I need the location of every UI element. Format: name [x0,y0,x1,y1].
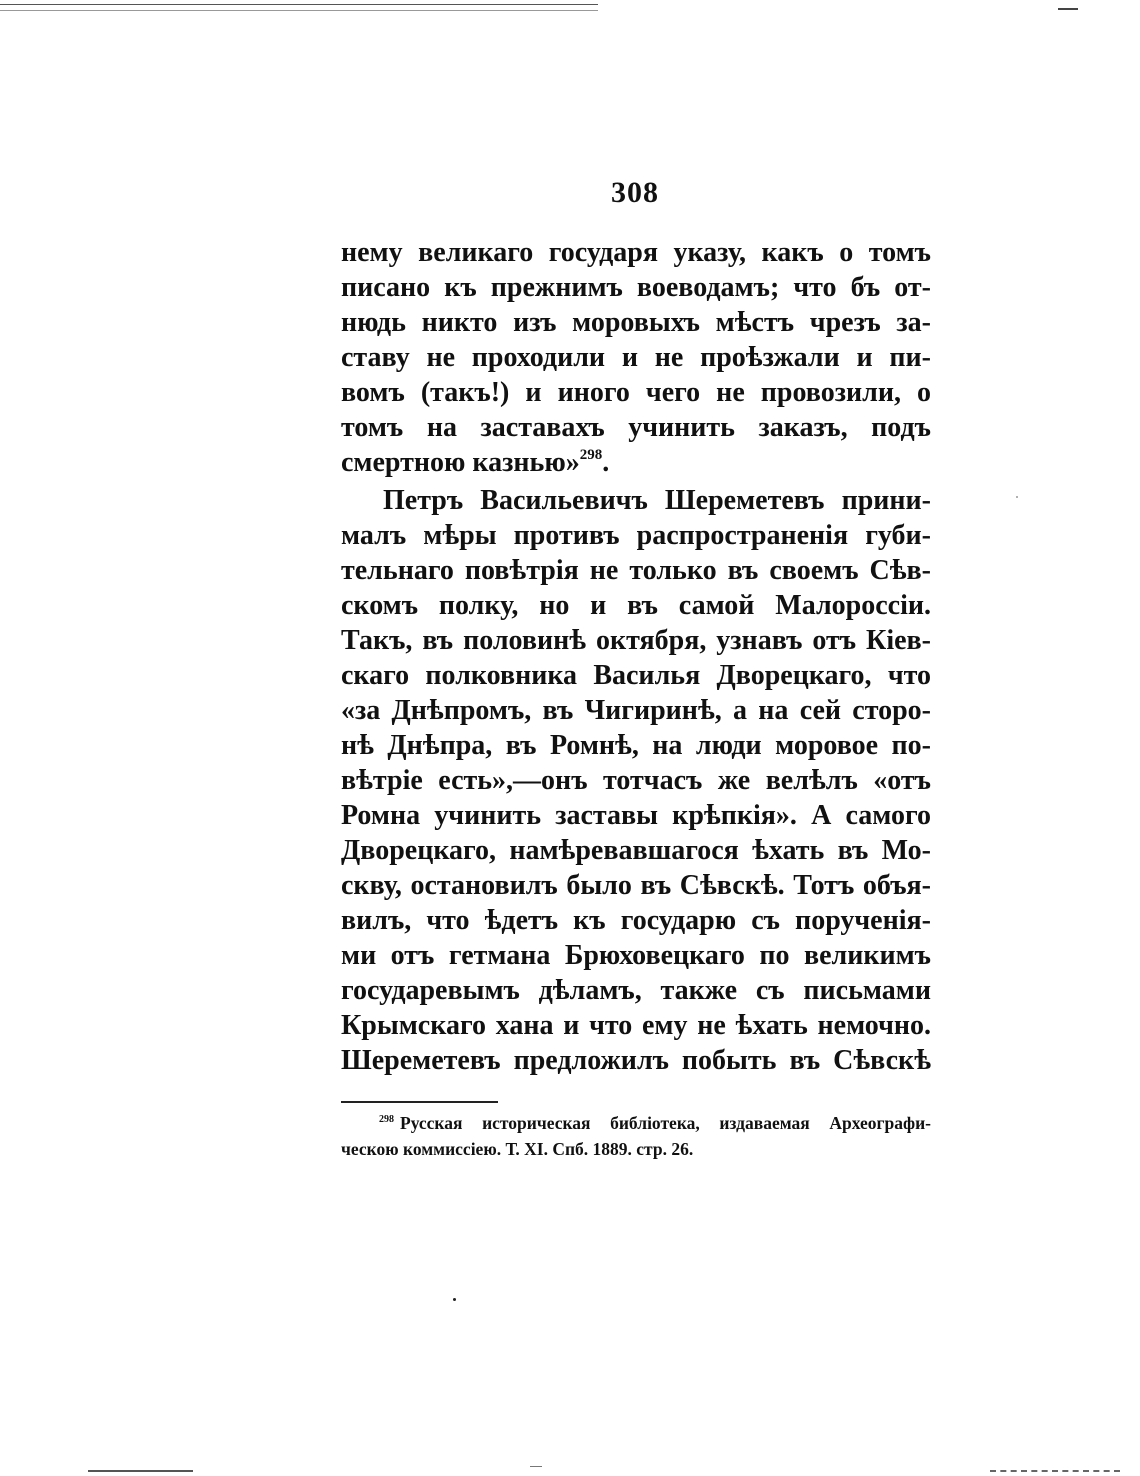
footnote-reference[interactable]: 298 [579,447,603,463]
paragraph-first-line: Петръ Васильевичъ Шереметевъ прини- [383,485,931,516]
scan-speck [1016,496,1018,498]
text-line-punctuation: . [602,447,610,478]
text-line: вомъ (такъ!) и иного чего не провозили, о [341,377,931,408]
scan-edge-mark [530,1466,542,1467]
text-line: скаго полковника Василья Дворецкаго, что [341,660,931,691]
text-line: вѣтріе есть»,—онъ тотчасъ же велѣлъ «отъ [341,765,931,796]
text-line: скомъ полку, но и въ самой Малороссіи. [341,590,931,621]
text-line: тельнаго повѣтрія не только въ своемъ Сѣв- [341,555,931,586]
scan-edge-mark [1058,8,1078,10]
text-line: Ромна учинить заставы крѣпкія». А самого [341,800,931,831]
scan-edge-line [0,10,598,11]
text-line: нюдь никто изъ моровыхъ мѣстъ чрезъ за- [341,307,931,338]
text-line: нему великаго государя указу, какъ о томъ [341,237,931,268]
text-line: томъ на заставахъ учинить заказъ, подъ [341,412,931,443]
scan-edge-mark [990,1470,1120,1472]
text-line: нѣ Днѣпра, въ Ромнѣ, на люди моровое по- [341,730,931,761]
footnote-line: ческою коммиссіею. Т. XI. Спб. 1889. стр. 26. [341,1139,694,1159]
page-number: 308 [611,176,659,209]
footnote-line [341,1110,931,1136]
text-line: Такъ, въ половинѣ октября, узнавъ отъ Кіев- [341,625,931,656]
text-line: «за Днѣпромъ, въ Чигиринѣ, а на сей сторо- [341,695,931,726]
text-line: писано къ прежнимъ воеводамъ; что бъ от- [341,272,931,303]
scan-edge-line [0,4,598,5]
text-line: вилъ, что ѣдетъ къ государю съ порученія- [341,905,931,936]
footnote-separator [341,1101,498,1103]
text-line: Шереметевъ предложилъ побыть въ Сѣвскѣ [341,1045,931,1076]
text-line: скву, остановилъ было въ Сѣвскѣ. Тотъ объя- [341,870,931,901]
text-line [341,446,931,480]
text-line: государевымъ дѣламъ, также съ письмами [341,975,931,1006]
footnote-mark: 298 [379,1114,394,1125]
text-line: ми отъ гетмана Брюховецкаго по великимъ [341,940,931,971]
scan-speck [453,1298,456,1301]
footnote-text: Русская историческая библіотека, издаваемая Археографи- [400,1113,931,1133]
scan-edge-mark [88,1470,193,1472]
text-line: ставу не проходили и не проѣзжали и пи- [341,342,931,373]
text-line-content: смертною казнью» [341,447,580,478]
text-line: малъ мѣры противъ распространенія губи- [341,520,931,551]
text-line: Крымскаго хана и что ему не ѣхать немочно. [341,1010,931,1041]
text-line: Дворецкаго, намѣревавшагося ѣхать въ Мо- [341,835,931,866]
